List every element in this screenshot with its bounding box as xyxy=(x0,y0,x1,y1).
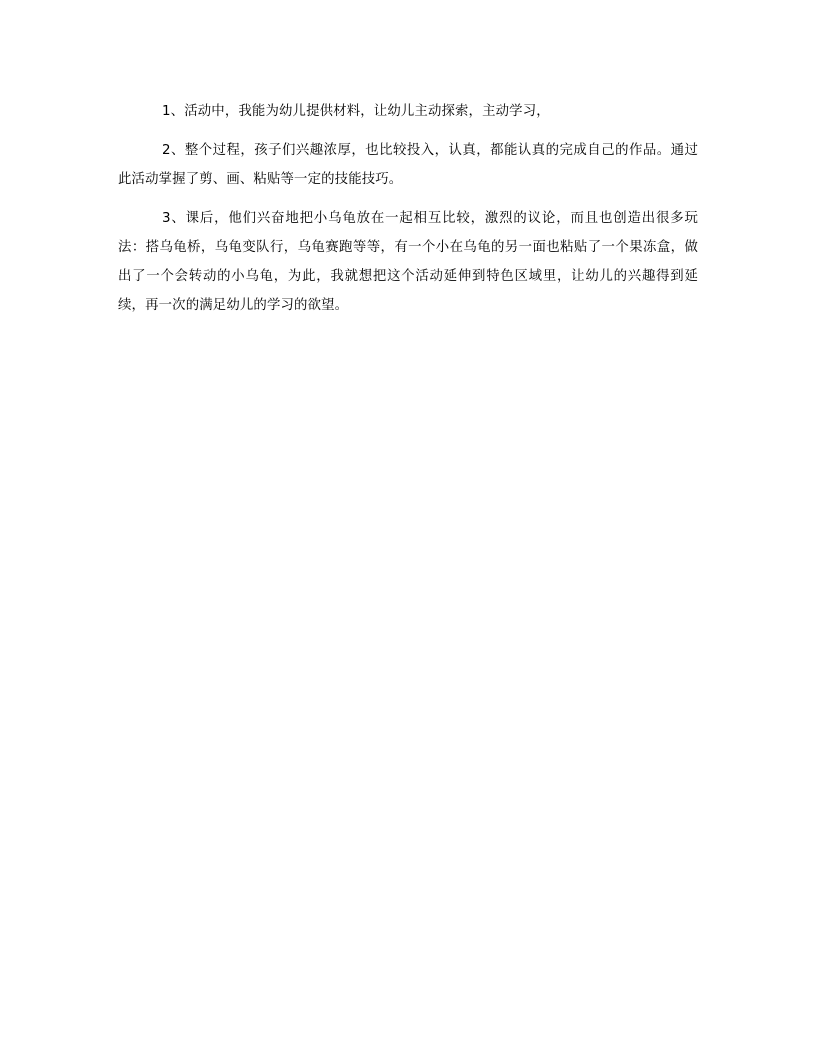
paragraph-1: 1、活动中，我能为幼儿提供材料，让幼儿主动探索，主动学习， xyxy=(162,104,550,119)
document-body xyxy=(118,97,698,320)
paragraph-2: 2、整个过程，孩子们兴趣浓厚，也比较投入，认真，都能认真的完成自己的作品。通过此活动掌握了剪、画、粘贴等一定的技能技巧。 xyxy=(118,143,698,187)
paragraph-3: 3、课后，他们兴奋地把小乌龟放在一起相互比较，激烈的议论，而且也创造出很多玩法：搭乌龟桥，乌龟变队行，乌龟赛跑等等，有一个小在乌龟的另一面也粘贴了一个果冻盒，做出了一个会转动的小乌龟，为此，我就想把这个活动延伸到特色区域里，让幼儿的兴趣得到延续，再一次的满足幼儿的学习的欲望。 xyxy=(118,211,698,313)
